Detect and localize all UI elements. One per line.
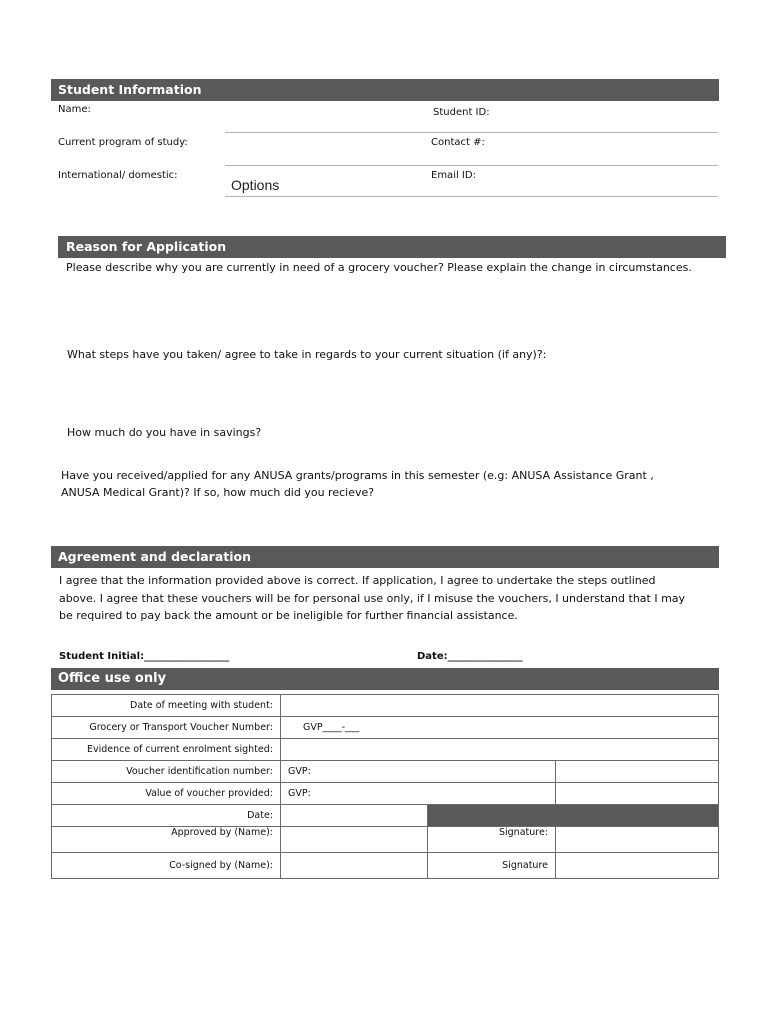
meeting-date-label: Date of meeting with student: — [52, 695, 281, 717]
student-initial-field[interactable]: Student Initial:_________________ — [59, 651, 230, 662]
reason-question-3: How much do you have in savings? — [67, 426, 262, 439]
agreement-text-line-3: be required to pay back the amount or be ineligible for further financial assistance. — [59, 609, 518, 622]
voucher-number-label: Grocery or Transport Voucher Number: — [52, 717, 281, 739]
student-id-label: Student ID: — [433, 107, 490, 118]
date-cell[interactable] — [281, 805, 428, 827]
table-row — [52, 739, 719, 761]
approved-signature-cell[interactable] — [556, 827, 719, 853]
reason-question-1: Please describe why you are currently in need of a grocery voucher? Please explain the change in circumstances. — [66, 261, 692, 274]
program-label: Current program of study: — [58, 137, 188, 148]
approved-by-cell[interactable] — [281, 827, 428, 853]
agreement-text-line-2: above. I agree that these vouchers will be for personal use only, if I misuse the vouchers, I understand that I may — [59, 592, 686, 605]
intl-domestic-label: International/ domestic: — [58, 170, 178, 181]
cosigned-by-cell[interactable] — [281, 853, 428, 879]
agreement-date-field[interactable]: Date:_______________ — [417, 651, 523, 662]
meeting-date-cell[interactable] — [281, 695, 719, 717]
reason-question-2: What steps have you taken/ agree to take in regards to your current situation (if any)?: — [67, 348, 547, 361]
table-row — [52, 805, 719, 827]
approved-by-label: Approved by (Name): — [52, 827, 281, 853]
agreement-heading: Agreement and declaration — [51, 546, 719, 568]
reason-question-4-line-2: ANUSA Medical Grant)? If so, how much did you recieve? — [61, 486, 375, 499]
table-row — [52, 717, 719, 739]
voucher-number-cell[interactable]: GVP____-___ — [281, 717, 719, 739]
voucher-id-cell[interactable]: GVP: — [281, 761, 556, 783]
enrolment-cell[interactable] — [281, 739, 719, 761]
table-row — [52, 853, 719, 879]
cosigned-signature-cell[interactable] — [556, 853, 719, 879]
office-use-table — [51, 694, 719, 879]
program-field-line[interactable] — [225, 165, 718, 166]
approved-signature-label: Signature: — [428, 827, 556, 853]
email-label: Email ID: — [431, 170, 476, 181]
cosigned-signature-label: Signature — [428, 853, 556, 879]
enrolment-label: Evidence of current enrolment sighted: — [52, 739, 281, 761]
agreement-text-line-1: I agree that the information provided above is correct. If application, I agree to undertake the steps outlined — [59, 574, 656, 587]
table-row — [52, 761, 719, 783]
table-row — [52, 827, 719, 853]
student-information-heading: Student Information — [51, 79, 719, 101]
voucher-value-label: Value of voucher provided: — [52, 783, 281, 805]
email-field-line[interactable] — [225, 196, 718, 197]
voucher-id-extra-cell[interactable] — [556, 761, 719, 783]
table-row — [52, 695, 719, 717]
office-use-heading: Office use only — [51, 668, 719, 690]
contact-label: Contact #: — [431, 137, 485, 148]
voucher-value-extra-cell[interactable] — [556, 783, 719, 805]
reason-question-4-line-1: Have you received/applied for any ANUSA grants/programs in this semester (e.g: ANUSA Assistance Grant , — [61, 469, 654, 482]
shaded-cell — [428, 805, 719, 827]
name-field-line[interactable] — [225, 132, 718, 133]
cosigned-by-label: Co-signed by (Name): — [52, 853, 281, 879]
intl-domestic-dropdown[interactable]: Options — [231, 177, 280, 193]
date-label: Date: — [52, 805, 281, 827]
voucher-value-cell[interactable]: GVP: — [281, 783, 556, 805]
table-row — [52, 783, 719, 805]
reason-heading: Reason for Application — [58, 236, 726, 258]
voucher-id-label: Voucher identification number: — [52, 761, 281, 783]
name-label: Name: — [58, 104, 91, 115]
